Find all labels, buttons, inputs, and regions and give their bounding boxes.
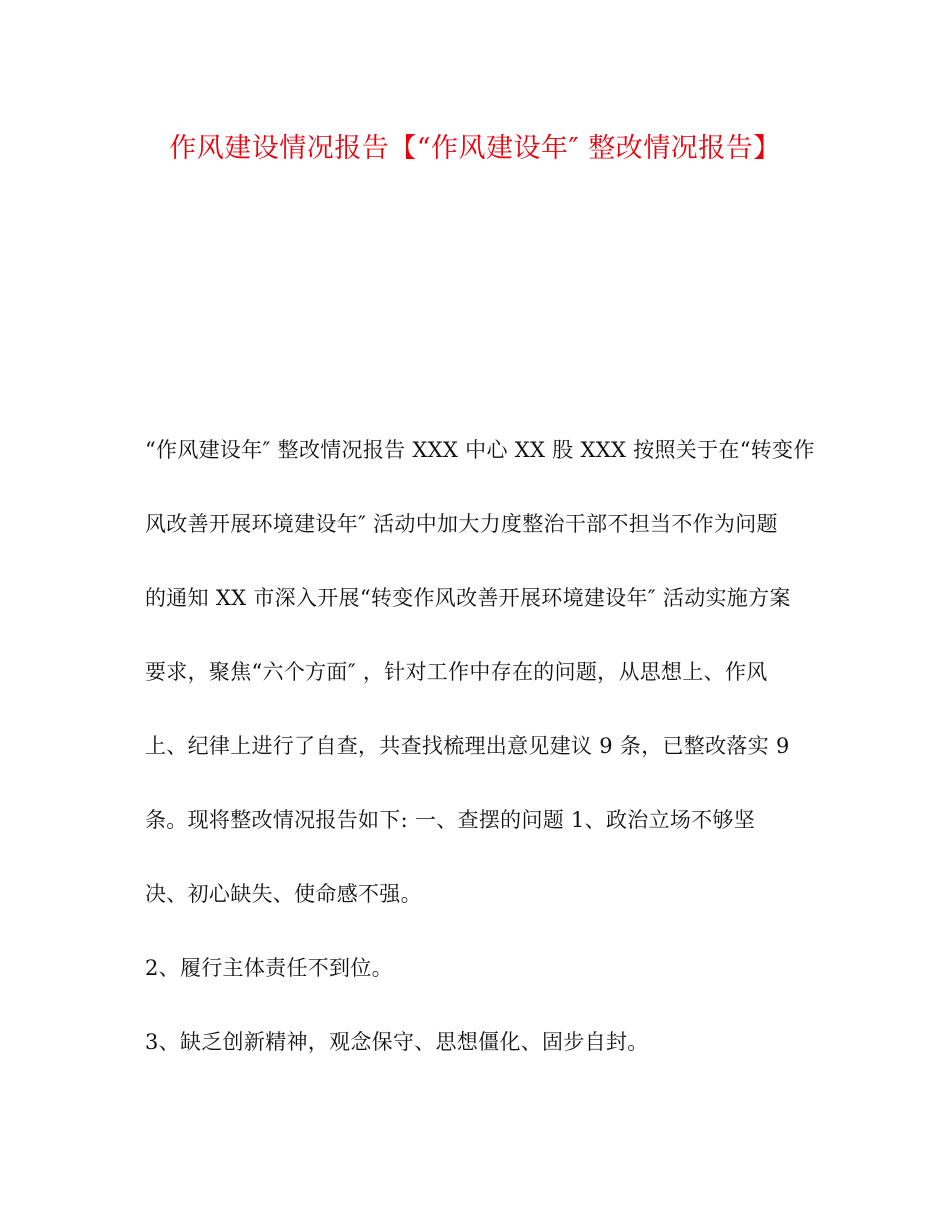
body-line: “作风建设年″ 整改情况报告 XXX 中心 XX 股 XXX 按照关于在“转变作 [145,438,815,462]
body-line: 3、缺乏创新精神，观念保守、思想僵化、固步自封。 [145,1030,649,1054]
body-line: 的通知 XX 市深入开展“转变作风改善开展环境建设年″ 活动实施方案 [145,586,791,610]
body-line: 2、履行主体责任不到位。 [145,956,393,980]
body-line: 要求，聚焦“六个方面″ ，针对工作中存在的问题，从思想上、作风 [145,660,768,684]
body-line: 风改善开展环境建设年″ 活动中加大力度整治干部不担当不作为问题 [145,512,778,536]
body-line: 条。现将整改情况报告如下: 一、查摆的问题 1、政治立场不够坚 [145,808,756,832]
document-title: 作风建设情况报告【“作风建设年″ 整改情况报告】 [169,133,781,164]
body-line: 上、纪律上进行了自查，共查找梳理出意见建议 9 条，已整改落实 9 [145,734,790,758]
document-body [145,430,825,1096]
body-line: 决、初心缺失、使命感不强。 [145,882,422,906]
